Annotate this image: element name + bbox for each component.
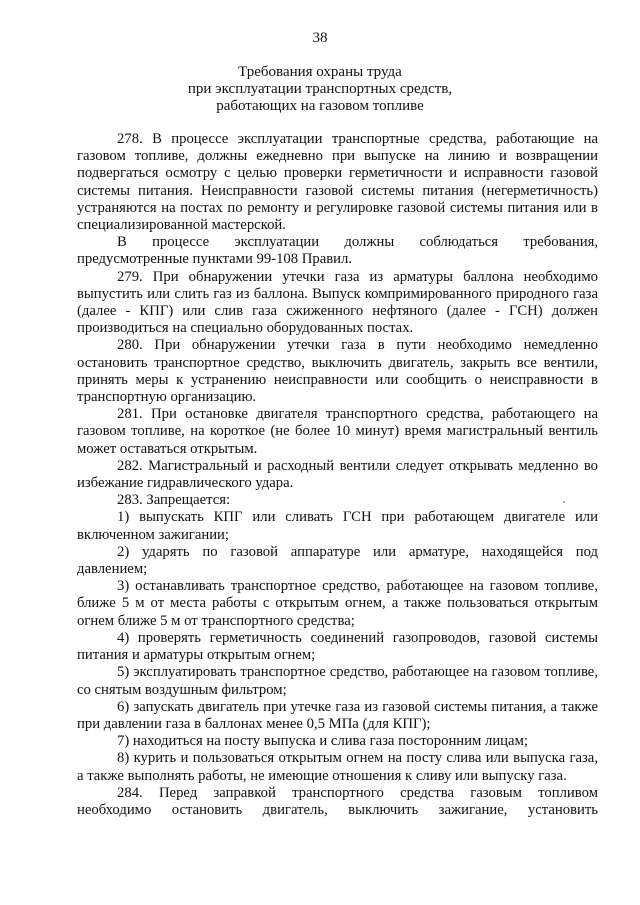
paragraph-283: 283. Запрещается:	[117, 492, 231, 509]
scan-speck	[563, 501, 565, 503]
list-item-1: 1) выпускать КПГ или сливать ГСН при работающем двигателе или включенном зажигании;	[77, 509, 598, 543]
paragraph-280: 280. При обнаружении утечки газа в пути необходимо немедленно остановить транспортное средство, выключить двигатель, закрыть все вентили, принять меры к устранению неисправности или сообщить о неисправности в транспортную организацию.	[77, 337, 598, 406]
page-number: 38	[312, 30, 328, 46]
list-item-8: 8) курить и пользоваться открытым огнем на посту слива или выпуска газа, а также выполнять работы, не имеющие отношения к сливу или выпуску газа.	[77, 750, 598, 784]
document-body	[77, 131, 598, 819]
heading-line-3: работающих на газовом топливе	[216, 98, 424, 114]
heading-line-2: при эксплуатации транспортных средств,	[187, 81, 453, 97]
paragraph-278-requirements: В процессе эксплуатации должны соблюдаться требования, предусмотренные пунктами 99-108 Правил.	[77, 234, 598, 268]
paragraph-278: 278. В процессе эксплуатации транспортные средства, работающие на газовом топливе, должны ежедневно при выпуске на линию и возвращении подвергаться осмотру с целью проверки герметичности и исправности газовой системы питания. Неисправности газовой системы питания (негерметичность) устраняются на постах по ремонту и регулировке газовой системы питания или в специализированной мастерской.	[77, 131, 598, 234]
list-item-5: 5) эксплуатировать транспортное средство, работающее на газовом топливе, со снятым воздушным фильтром;	[77, 664, 598, 698]
paragraph-281: 281. При остановке двигателя транспортного средства, работающего на газовом топливе, на короткое (не более 10 минут) время магистральный вентиль может оставаться открытым.	[77, 406, 598, 457]
heading-line-1: Требования охраны труда	[238, 64, 402, 80]
list-item-6: 6) запускать двигатель при утечке газа из газовой системы питания, а также при давлении газа в баллонах менее 0,5 МПа (для КПГ);	[77, 698, 598, 732]
section-heading	[60, 64, 580, 115]
paragraph-282: 282. Магистральный и расходный вентили следует открывать медленно во избежание гидравлического удара.	[77, 457, 598, 492]
list-item-4: 4) проверять герметичность соединений газопроводов, газовой системы питания и арматуры открытым огнем;	[77, 629, 598, 664]
list-item-7: 7) находиться на посту выпуска и слива газа посторонним лицам;	[117, 733, 528, 750]
paragraph-279: 279. При обнаружении утечки газа из арматуры баллона необходимо выпустить или слить газ из баллона. Выпуск компримированного природного газа (далее - КПГ) или слив газа сжиженного нефтяного (далее - ГСН) должен производиться на специально оборудованных постах.	[77, 268, 598, 337]
list-item-3: 3) останавливать транспортное средство, работающее на газовом топливе, ближе 5 м от места работы с открытым огнем, а также пользоваться открытым огнем ближе 5 м от транспортного средства;	[77, 578, 598, 629]
list-item-2: 2) ударять по газовой аппаратуре или арматуре, находящейся под давлением;	[77, 543, 598, 578]
paragraph-284: 284. Перед заправкой транспортного средства газовым топливом необходимо остановить двигатель, выключить зажигание, установить	[77, 784, 598, 818]
